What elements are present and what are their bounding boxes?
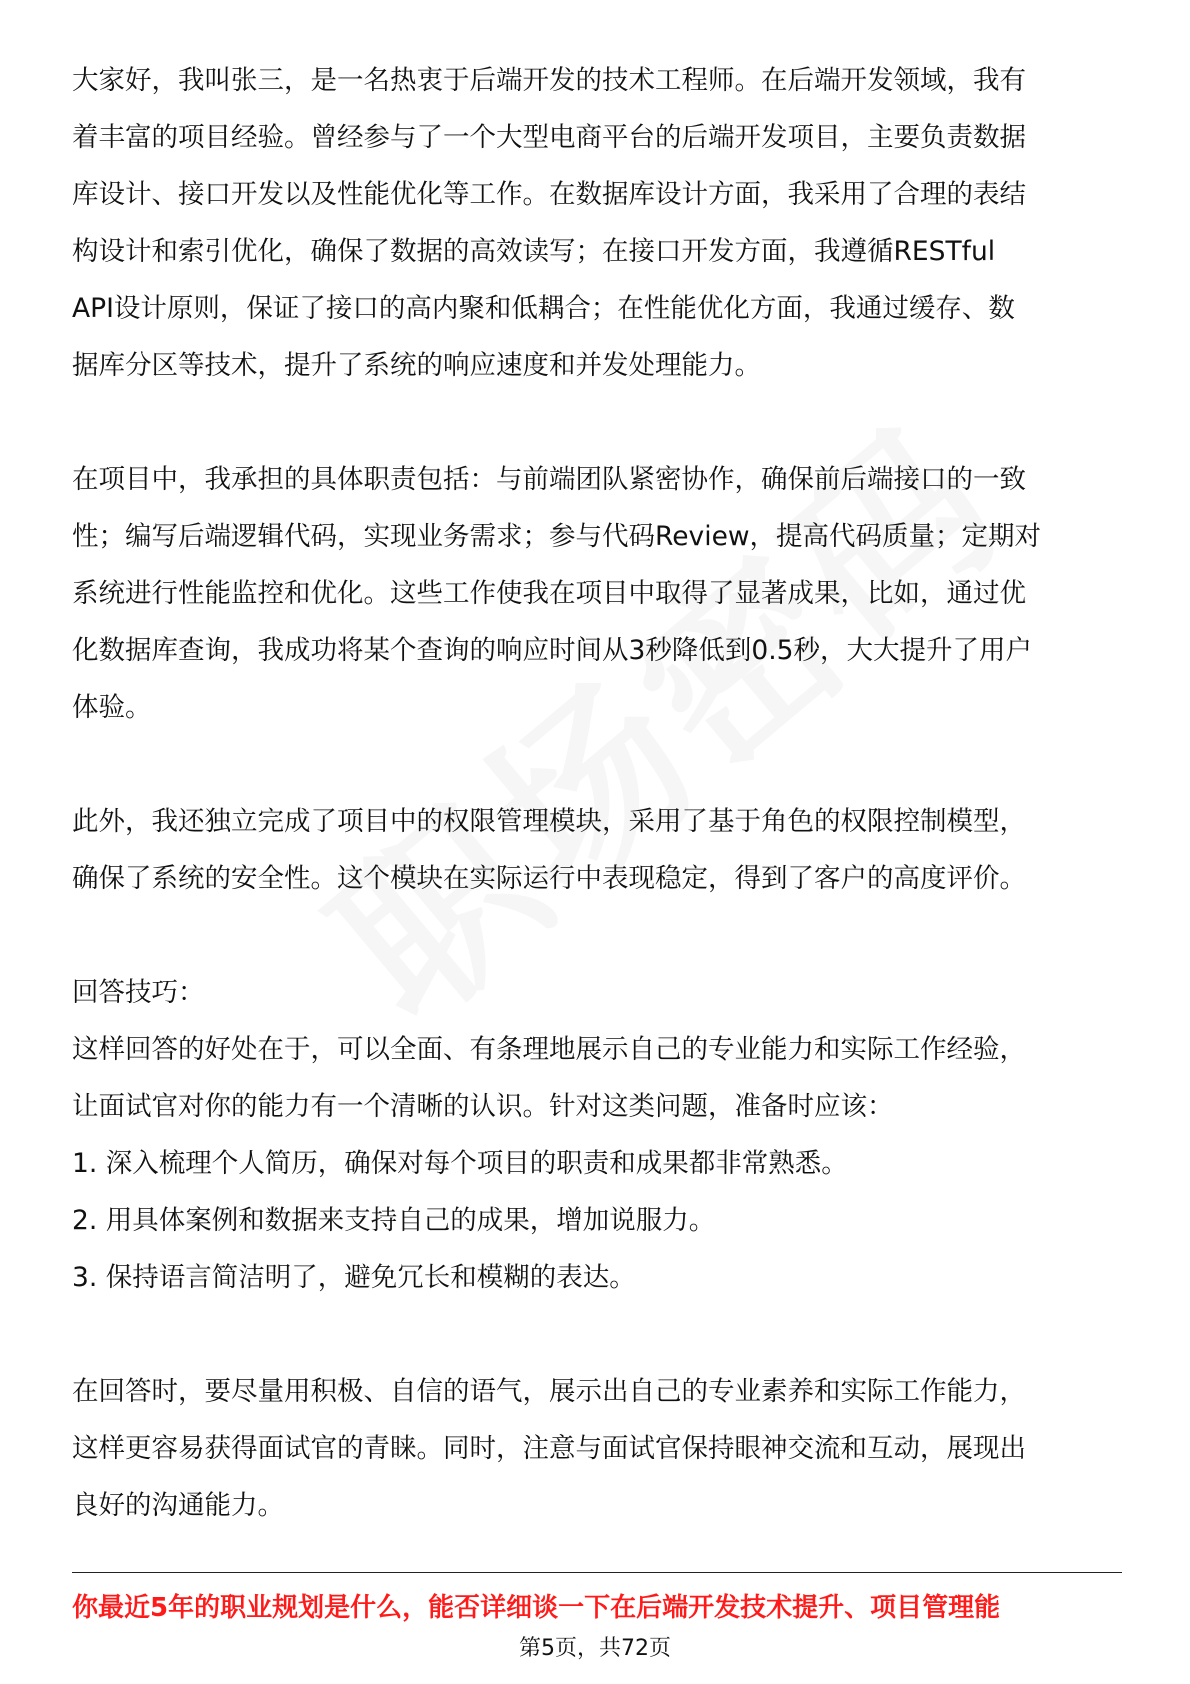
paragraph-permissions: [72, 793, 1122, 907]
text-line: 这样更容易获得面试官的青睐。同时，注意与面试官保持眼神交流和互动，展现出: [72, 1433, 1026, 1464]
section-divider: [72, 1572, 1122, 1573]
text-line: 性；编写后端逻辑代码，实现业务需求；参与代码Review，提高代码质量；定期对: [72, 521, 1042, 552]
tip-item: 3. 保持语言简洁明了，避免冗长和模糊的表达。: [72, 1262, 636, 1293]
text-line: 体验。: [72, 692, 152, 723]
paragraph-attitude: [72, 1363, 1122, 1534]
text-line: 大家好，我叫张三，是一名热衷于后端开发的技术工程师。在后端开发领域，我有: [72, 65, 1026, 96]
text-line: 这样回答的好处在于，可以全面、有条理地展示自己的专业能力和实际工作经验，: [72, 1034, 1026, 1065]
text-line: 此外，我还独立完成了项目中的权限管理模块，采用了基于角色的权限控制模型，: [72, 806, 1026, 837]
text-line: 据库分区等技术，提升了系统的响应速度和并发处理能力。: [72, 350, 761, 381]
paragraph-gap: [72, 1306, 1122, 1363]
page-number: 第5页，共72页: [519, 1636, 671, 1661]
text-line: 着丰富的项目经验。曾经参与了一个大型电商平台的后端开发项目，主要负责数据: [72, 122, 1026, 153]
tip-item: 1. 深入梳理个人简历，确保对每个项目的职责和成果都非常熟悉。: [72, 1148, 848, 1179]
answer-body: [72, 52, 1122, 1534]
text-line: 化数据库查询，我成功将某个查询的响应时间从3秒降低到0.5秒，大大提升了用户: [72, 635, 1033, 666]
tip-item: 2. 用具体案例和数据来支持自己的成果，增加说服力。: [72, 1205, 716, 1236]
text-line: 让面试官对你的能力有一个清晰的认识。针对这类问题，准备时应该：: [72, 1091, 894, 1122]
paragraph-gap: [72, 394, 1122, 451]
text-line: 系统进行性能监控和优化。这些工作使我在项目中取得了显著成果，比如，通过优: [72, 578, 1026, 609]
text-line: API设计原则，保证了接口的高内聚和低耦合；在性能优化方面，我通过缓存、数: [72, 293, 1015, 324]
next-question-heading: 你最近5年的职业规划是什么，能否详细谈一下在后端开发技术提升、项目管理能: [72, 1593, 1001, 1623]
paragraph-gap: [72, 907, 1122, 964]
paragraph-tips: [72, 964, 1122, 1306]
paragraph-experience: [72, 52, 1122, 394]
tips-heading: 回答技巧：: [72, 977, 205, 1008]
text-line: 良好的沟通能力。: [72, 1490, 284, 1521]
paragraph-responsibilities: [72, 451, 1122, 736]
text-line: 构设计和索引优化，确保了数据的高效读写；在接口开发方面，我遵循RESTful: [72, 236, 996, 267]
text-line: 确保了系统的安全性。这个模块在实际运行中表现稳定，得到了客户的高度评价。: [72, 863, 1026, 894]
paragraph-gap: [72, 736, 1122, 793]
text-line: 在回答时，要尽量用积极、自信的语气，展示出自己的专业素养和实际工作能力，: [72, 1376, 1026, 1407]
text-line: 在项目中，我承担的具体职责包括：与前端团队紧密协作，确保前后端接口的一致: [72, 464, 1026, 495]
text-line: 库设计、接口开发以及性能优化等工作。在数据库设计方面，我采用了合理的表结: [72, 179, 1026, 210]
